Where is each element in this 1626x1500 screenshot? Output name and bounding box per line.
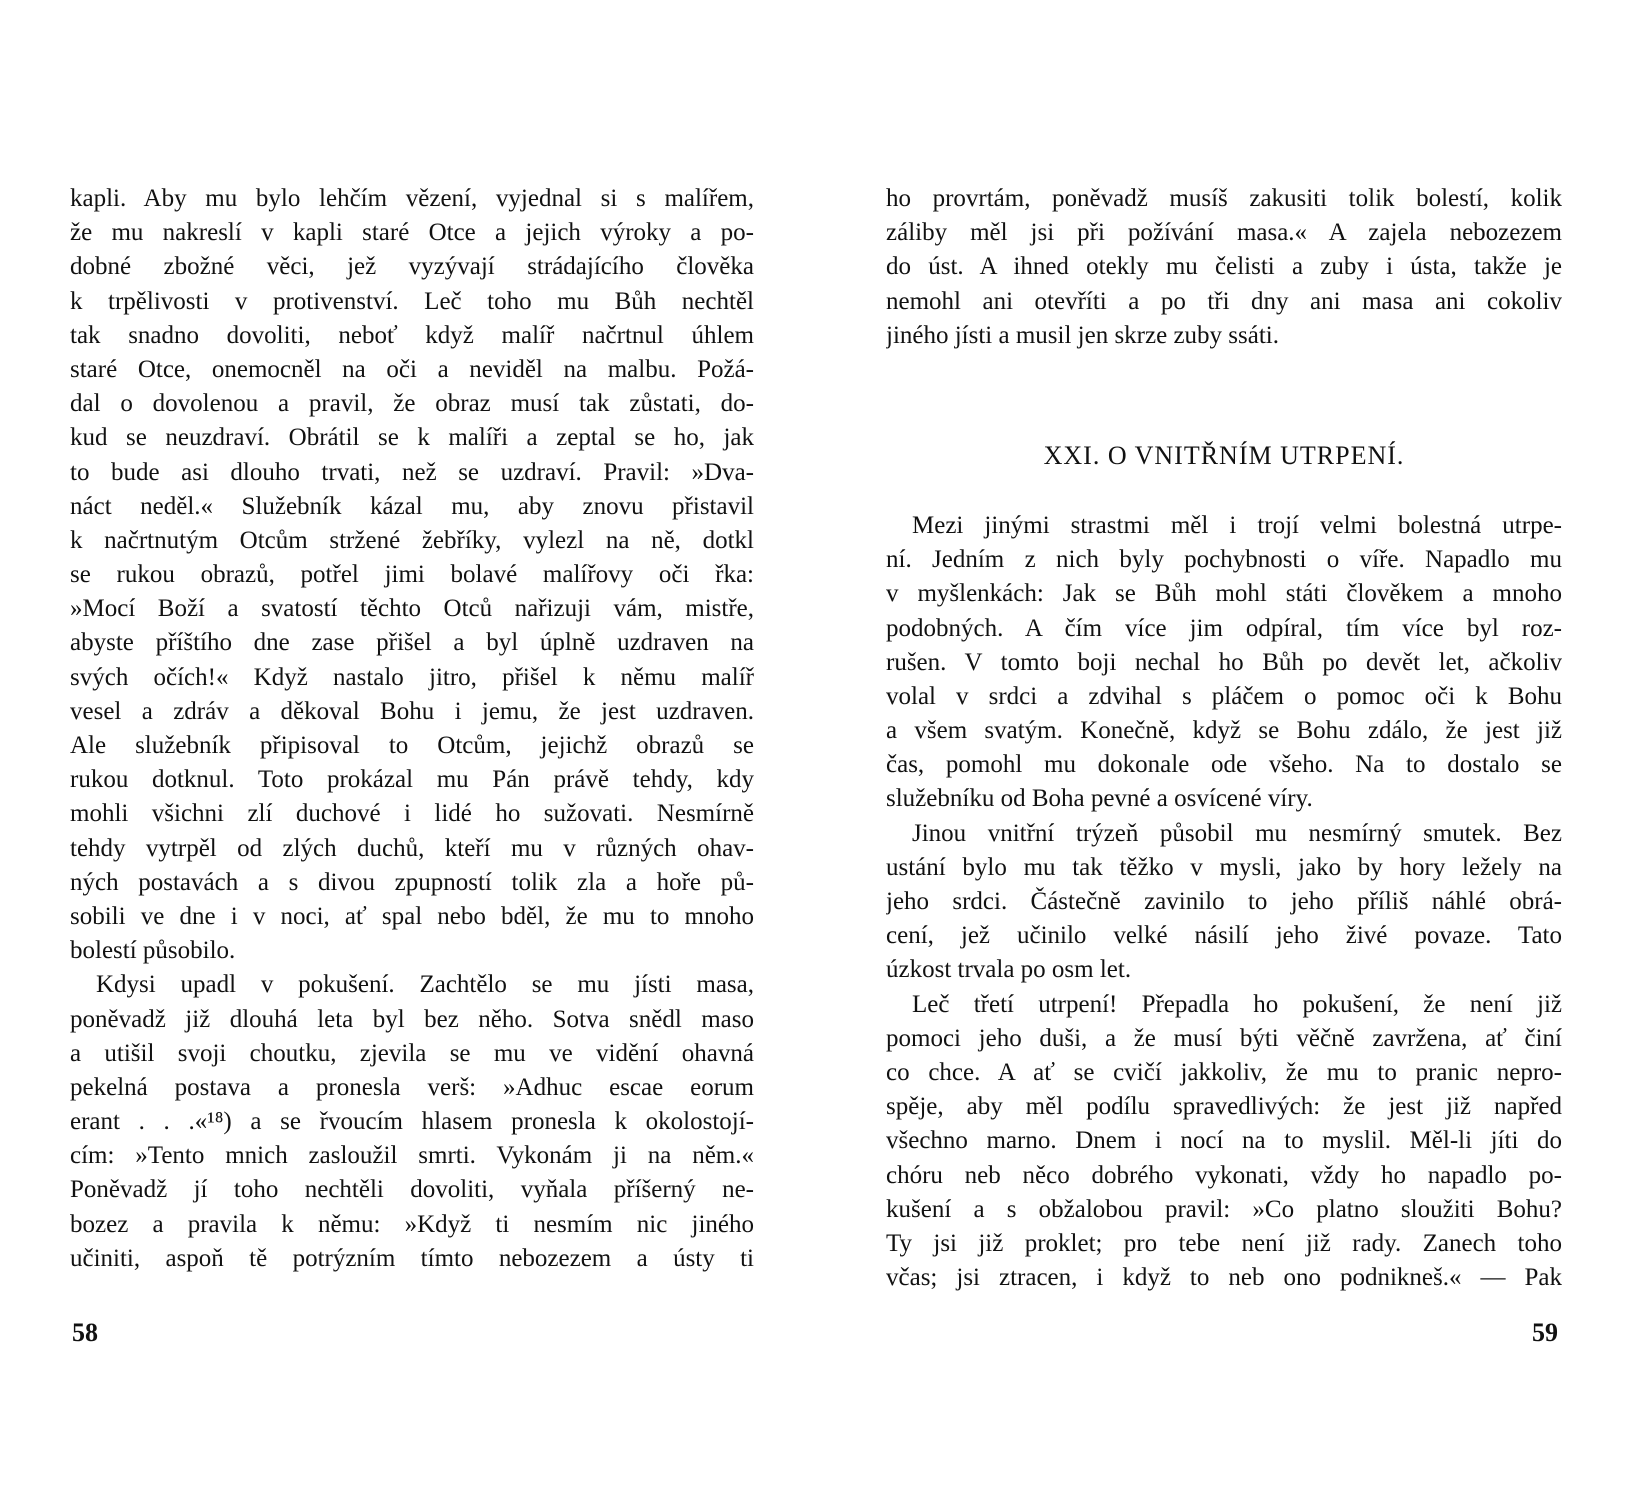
text-line: bolestí působilo. [70, 937, 236, 965]
text-line: k trpělivosti v protivenství. Leč toho mu Bůh nechtěl [70, 287, 754, 315]
text-line: nemohl ani otevříti a po tři dny ani masa ani cokoliv [886, 287, 1562, 315]
right-page-number: 59 [1532, 1318, 1558, 1347]
text-line: abyste příštího dne zase přišel a byl úplně uzdraven na [70, 629, 754, 657]
right-page-continued-text [886, 182, 1562, 353]
text-line: čas, pomohl mu dokonale ode všeho. Na to dostalo se [886, 751, 1562, 779]
text-line: v myšlenkách: Jak se Bůh mohl státi člověkem a mnoho [886, 580, 1562, 608]
text-line: Mezi jinými strastmi měl i trojí velmi bolestná utrpe- [912, 511, 1562, 539]
text-line: že mu nakreslí v kapli staré Otce a jejich výroky a po- [70, 219, 754, 247]
text-line: erant . . .«¹⁸) a se řvoucím hlasem pronesla k okolostojí- [70, 1108, 754, 1136]
text-line: Kdysi upadl v pokušení. Zachtělo se mu jísti masa, [96, 971, 754, 999]
text-line: kapli. Aby mu bylo lehčím vězení, vyjednal si s malířem, [70, 185, 754, 212]
text-line: kud se neuzdraví. Obrátil se k malíři a zeptal se ho, jak [70, 424, 754, 452]
text-line: pomoci jeho duši, a že musí býti věčně zavržena, ať činí [886, 1024, 1562, 1052]
text-line: úzkost trvala po osm let. [886, 956, 1132, 984]
text-line: učiniti, aspoň tě potrýzním tímto nebozezem a ústy ti [70, 1244, 754, 1272]
text-line: »Mocí Boží a svatostí těchto Otců nařizuji vám, mistře, [70, 595, 754, 623]
text-line: včas; jsi ztracen, i když to neb ono podnikneš.« — Pak [886, 1264, 1562, 1292]
text-line: Jinou vnitřní trýzeň působil mu nesmírný smutek. Bez [912, 819, 1562, 847]
text-line: co chce. A ať se cvičí jakkoliv, že mu to pranic nepro- [886, 1058, 1562, 1086]
text-line: spěje, aby měl podílu spravedlivých: že jest již napřed [886, 1093, 1562, 1121]
text-line: Poněvadž jí toho nechtěli dovoliti, vyňala příšerný ne- [70, 1176, 754, 1204]
text-line: sobili ve dne i v noci, ať spal nebo bděl, že mu to mnoho [70, 902, 754, 930]
text-line: a všem svatým. Konečně, když se Bohu zdálo, že jest již [886, 717, 1562, 745]
text-line: chóru neb něco dobrého vykonati, vždy ho napadlo po- [886, 1161, 1562, 1189]
text-line: cení, jež učinilo velké násilí jeho živé povaze. Tato [886, 922, 1562, 950]
text-line: tehdy vytrpěl od zlých duchů, kteří mu v různých ohav- [70, 834, 754, 862]
text-line: rušen. V tomto boji nechal ho Bůh po devět let, ačkoliv [886, 648, 1562, 676]
text-line: záliby měl jsi při požívání masa.« A zajela nebozezem [886, 219, 1562, 247]
left-page-number: 58 [72, 1318, 98, 1347]
text-line: ných postavách a s divou zpupností tolik zla a hoře pů- [70, 868, 754, 896]
right-page [886, 182, 1562, 1295]
text-line: se rukou obrazů, potřel jimi bolavé malířovy oči řka: [70, 561, 754, 589]
left-page [70, 182, 754, 1276]
text-line: k načrtnutým Otcům stržené žebříky, vylezl na ně, dotkl [70, 526, 754, 554]
text-line: jeho srdci. Částečně zavinilo to jeho příliš náhlé obrá- [886, 888, 1562, 915]
text-line: Ty jsi již proklet; pro tebe není již rady. Zanech toho [886, 1229, 1562, 1257]
text-line: staré Otce, onemocněl na oči a neviděl na malbu. Požá- [70, 355, 754, 383]
text-line: mohli všichni zlí duchové i lidé ho sužovati. Nesmírně [70, 800, 754, 828]
text-line: jiného jísti a musil jen skrze zuby ssáti. [886, 321, 1279, 349]
text-line: volal v srdci a zdvihal s pláčem o pomoc oči k Bohu [886, 682, 1562, 710]
text-line: rukou dotknul. Toto prokázal mu Pán právě tehdy, kdy [70, 766, 754, 794]
text-line: ho provrtám, poněvadž musíš zakusiti tolik bolestí, kolik [886, 185, 1562, 212]
text-line: dal o dovolenou a pravil, že obraz musí tak zůstati, do- [70, 390, 754, 418]
text-line: do úst. A ihned otekly mu čelisti a zuby i ústa, takže je [886, 253, 1562, 281]
text-line: náct neděl.« Služebník kázal mu, aby znovu přistavil [70, 492, 754, 520]
text-line: služebníku od Boha pevné a osvícené víry. [886, 785, 1313, 813]
text-line: dobné zbožné věci, jež vyzývají strádajícího člověka [70, 253, 754, 281]
text-line: cím: »Tento mnich zasloužil smrti. Vykonám ji na něm.« [70, 1142, 754, 1170]
chapter-body-text [886, 509, 1562, 1295]
text-line: vesel a zdráv a děkoval Bohu i jemu, že jest uzdraven. [70, 697, 754, 725]
text-line: ustání bylo mu tak těžko v mysli, jako by hory ležely na [886, 853, 1562, 881]
text-line: podobných. A čím více jim odpíral, tím více byl roz- [886, 614, 1562, 642]
text-line: bozez a pravila k němu: »Když ti nesmím nic jiného [70, 1210, 754, 1238]
text-line: to bude asi dlouho trvati, než se uzdraví. Pravil: »Dva- [70, 458, 754, 486]
text-line: poněvadž již dlouhá leta byl bez něho. Sotva snědl maso [70, 1005, 754, 1033]
text-line: svých očích!« Když nastalo jitro, přišel k němu malíř [70, 663, 754, 691]
chapter-heading: XXI. O VNITŘNÍM UTRPENÍ. [1043, 440, 1405, 470]
text-line: všechno marno. Dnem i nocí na to myslil. Měl-li jíti do [886, 1127, 1562, 1155]
text-line: tak snadno dovoliti, neboť když malíř načrtnul úhlem [70, 321, 754, 349]
text-line: ní. Jedním z nich byly pochybnosti o víře. Napadlo mu [886, 546, 1562, 574]
left-page-text [70, 182, 754, 1276]
text-line: kušení a s obžalobou pravil: »Co platno sloužiti Bohu? [886, 1195, 1562, 1223]
text-line: Ale služebník připisoval to Otcům, jejichž obrazů se [70, 732, 754, 759]
text-line: Leč třetí utrpení! Přepadla ho pokušení, že není již [912, 990, 1562, 1018]
text-line: a utišil svoji choutku, zjevila se mu ve vidění ohavná [70, 1039, 754, 1067]
text-line: pekelná postava a pronesla verš: »Adhuc escae eorum [70, 1073, 754, 1101]
